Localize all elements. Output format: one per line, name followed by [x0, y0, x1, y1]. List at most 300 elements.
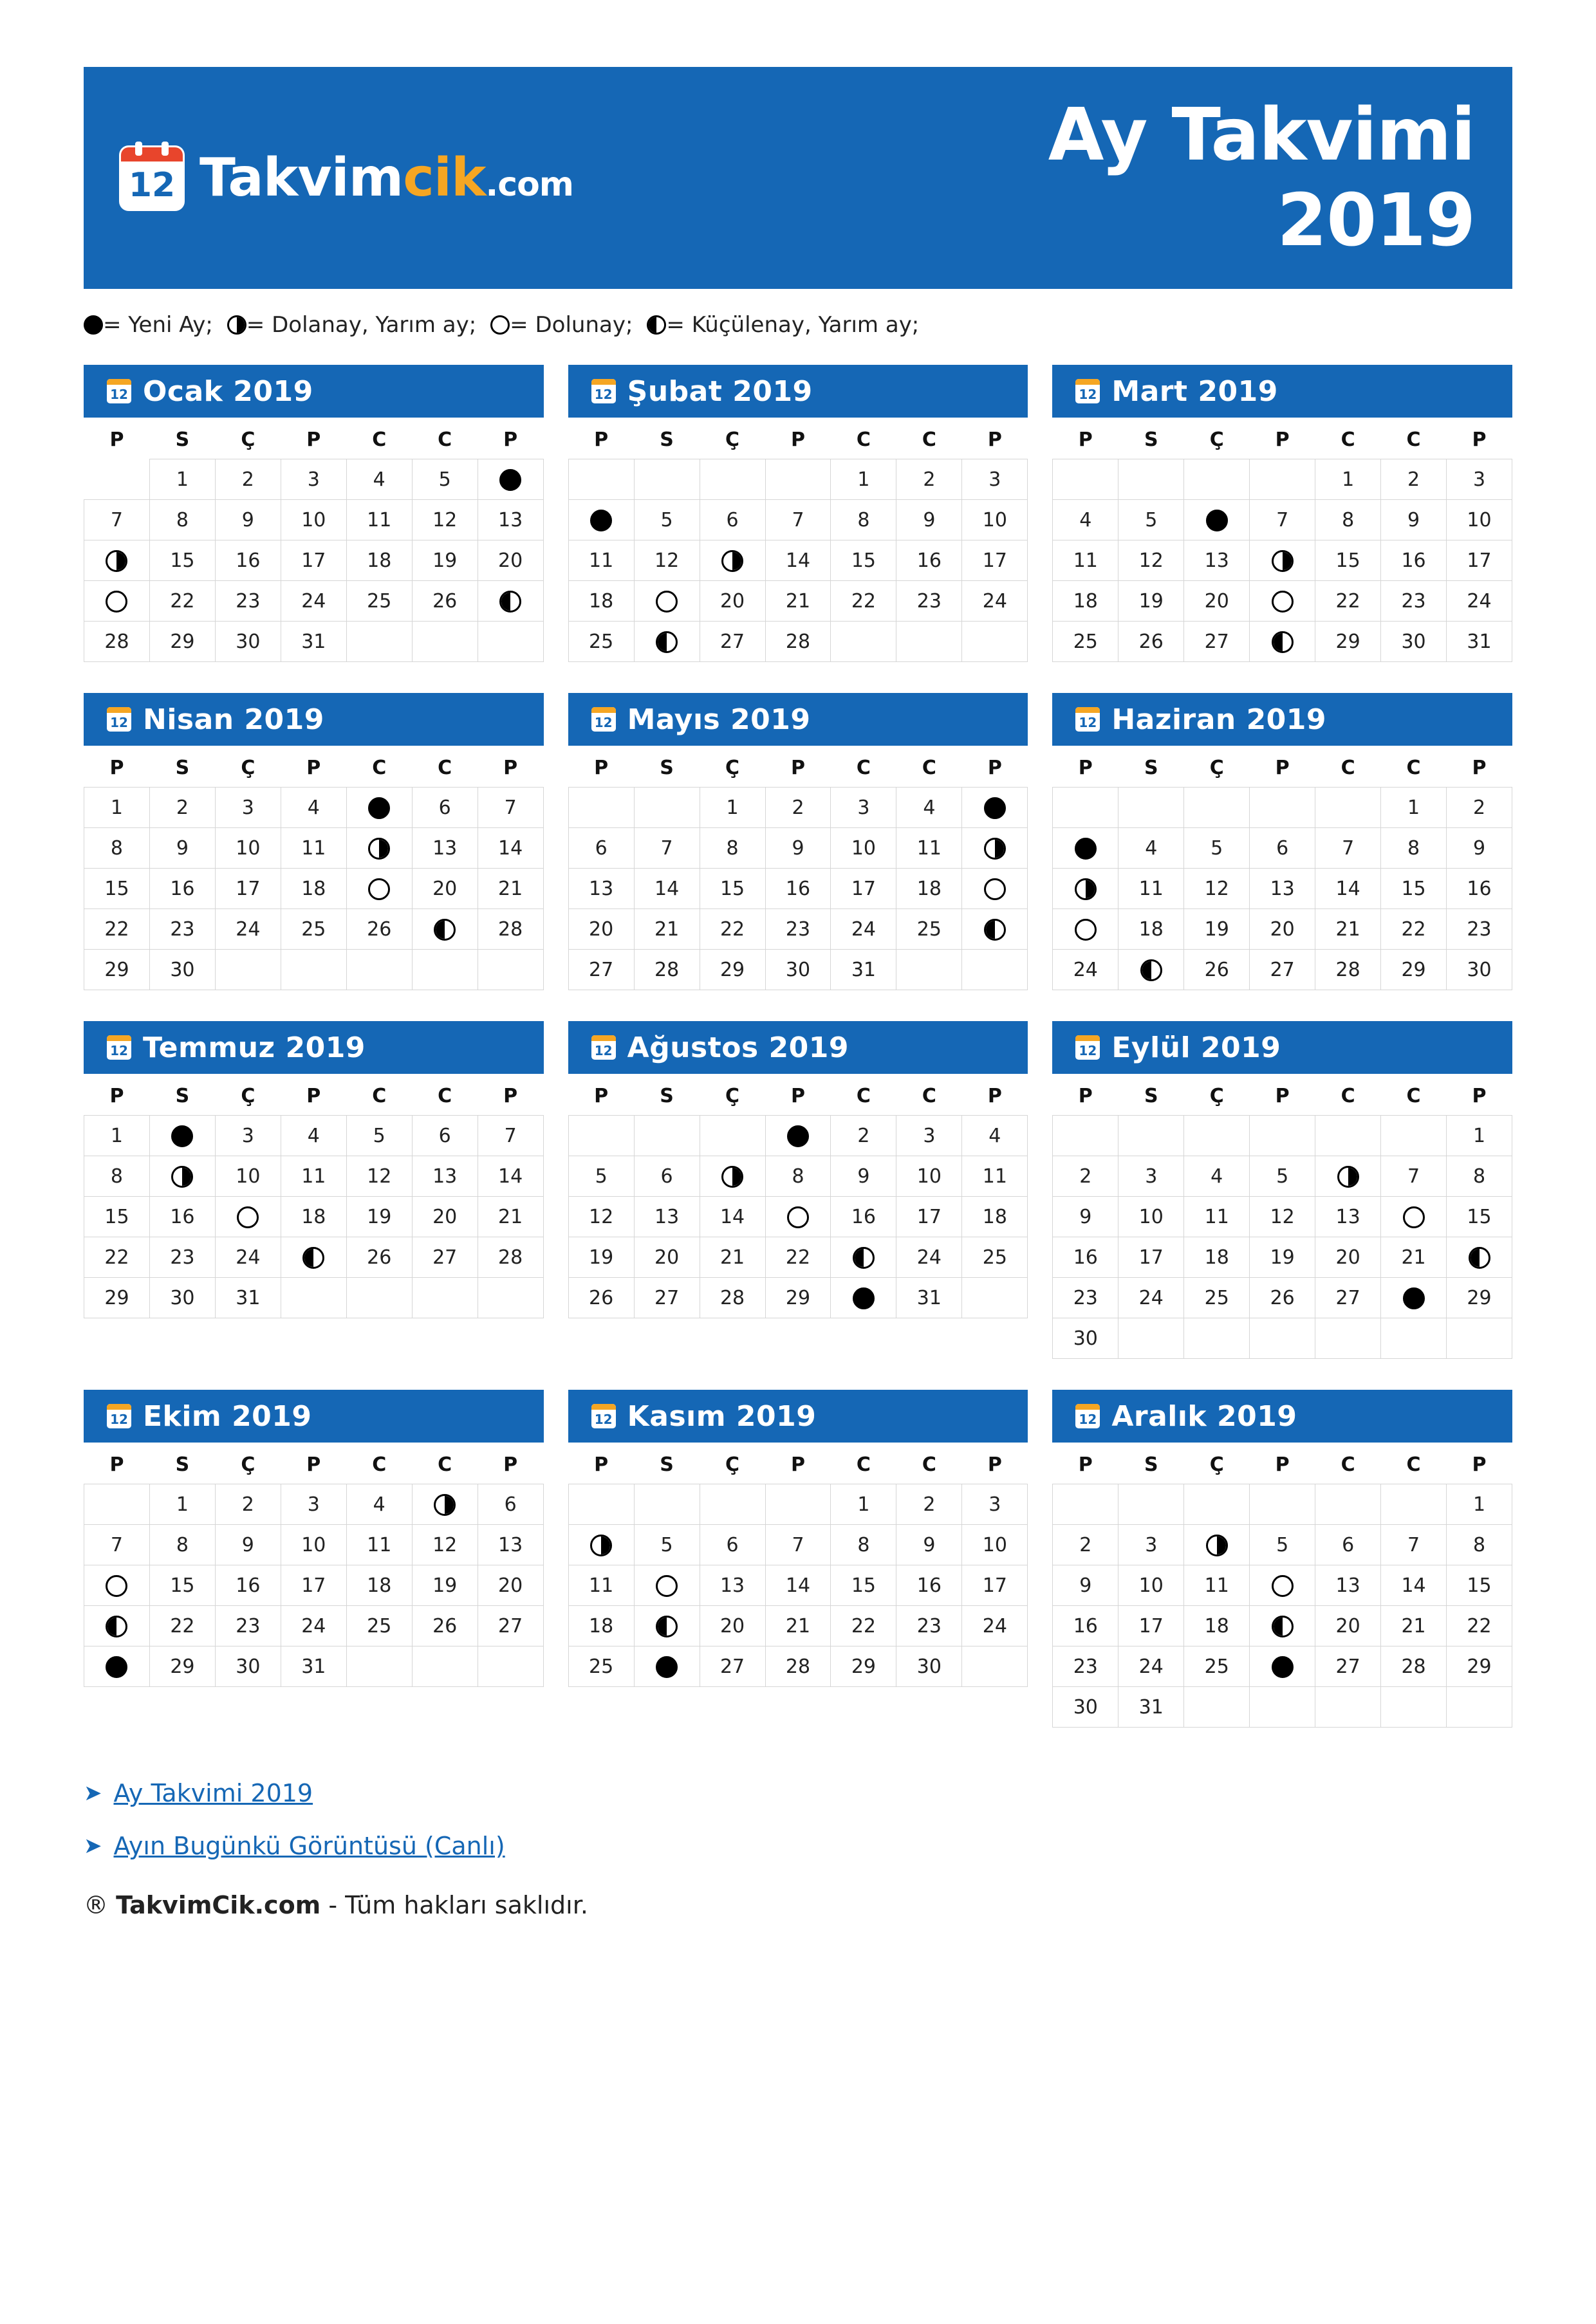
- day-cell-moon-phase[interactable]: [1184, 1525, 1250, 1565]
- day-cell[interactable]: 25: [1184, 1646, 1250, 1687]
- day-cell[interactable]: 14: [765, 1565, 831, 1606]
- day-cell[interactable]: 17: [281, 540, 346, 581]
- day-cell[interactable]: 7: [84, 500, 150, 540]
- day-cell[interactable]: 13: [700, 1565, 765, 1606]
- day-cell[interactable]: 11: [962, 1156, 1028, 1197]
- day-cell[interactable]: 1: [84, 1116, 150, 1156]
- day-cell[interactable]: 1: [831, 459, 896, 500]
- day-cell[interactable]: 24: [962, 1606, 1028, 1646]
- day-cell[interactable]: 13: [412, 1156, 478, 1197]
- day-cell-moon-phase[interactable]: [700, 540, 765, 581]
- day-cell[interactable]: 9: [149, 828, 215, 869]
- day-cell[interactable]: 20: [412, 1197, 478, 1237]
- day-cell-moon-phase[interactable]: [634, 581, 700, 622]
- day-cell[interactable]: 27: [568, 950, 634, 990]
- day-cell[interactable]: 8: [1315, 500, 1381, 540]
- day-cell[interactable]: 25: [346, 581, 412, 622]
- day-cell[interactable]: 28: [765, 622, 831, 662]
- day-cell[interactable]: 23: [896, 1606, 962, 1646]
- day-cell[interactable]: 11: [568, 540, 634, 581]
- day-cell[interactable]: 6: [700, 1525, 765, 1565]
- day-cell[interactable]: 23: [1381, 581, 1447, 622]
- day-cell[interactable]: 22: [700, 909, 765, 950]
- day-cell[interactable]: 29: [1447, 1278, 1512, 1318]
- day-cell[interactable]: 5: [412, 459, 478, 500]
- day-cell[interactable]: 15: [831, 1565, 896, 1606]
- day-cell-moon-phase[interactable]: [700, 1156, 765, 1197]
- day-cell[interactable]: 17: [896, 1197, 962, 1237]
- day-cell[interactable]: 1: [700, 788, 765, 828]
- day-cell[interactable]: 29: [1381, 950, 1447, 990]
- day-cell[interactable]: 2: [149, 788, 215, 828]
- day-cell-moon-phase[interactable]: [1184, 500, 1250, 540]
- day-cell[interactable]: 25: [568, 1646, 634, 1687]
- day-cell[interactable]: 28: [478, 909, 543, 950]
- day-cell[interactable]: 15: [700, 869, 765, 909]
- day-cell-moon-phase[interactable]: [568, 1525, 634, 1565]
- day-cell[interactable]: 26: [1184, 950, 1250, 990]
- day-cell[interactable]: 29: [765, 1278, 831, 1318]
- day-cell[interactable]: 3: [1118, 1156, 1184, 1197]
- day-cell-moon-phase[interactable]: [478, 459, 543, 500]
- day-cell[interactable]: 21: [700, 1237, 765, 1278]
- day-cell[interactable]: 2: [765, 788, 831, 828]
- day-cell[interactable]: 11: [568, 1565, 634, 1606]
- day-cell-moon-phase[interactable]: [1250, 622, 1315, 662]
- day-cell[interactable]: 28: [478, 1237, 543, 1278]
- day-cell[interactable]: 7: [84, 1525, 150, 1565]
- day-cell[interactable]: 20: [700, 1606, 765, 1646]
- day-cell[interactable]: 24: [1118, 1646, 1184, 1687]
- day-cell[interactable]: 23: [896, 581, 962, 622]
- day-cell[interactable]: 14: [478, 1156, 543, 1197]
- day-cell[interactable]: 28: [765, 1646, 831, 1687]
- day-cell[interactable]: 9: [765, 828, 831, 869]
- day-cell[interactable]: 9: [896, 500, 962, 540]
- day-cell[interactable]: 15: [149, 540, 215, 581]
- day-cell[interactable]: 16: [765, 869, 831, 909]
- day-cell[interactable]: 1: [831, 1484, 896, 1525]
- day-cell[interactable]: 7: [1315, 828, 1381, 869]
- day-cell[interactable]: 13: [1184, 540, 1250, 581]
- day-cell[interactable]: 28: [84, 622, 150, 662]
- day-cell[interactable]: 24: [831, 909, 896, 950]
- day-cell-moon-phase[interactable]: [1250, 1646, 1315, 1687]
- day-cell[interactable]: 6: [412, 1116, 478, 1156]
- day-cell[interactable]: 19: [412, 540, 478, 581]
- day-cell-moon-phase[interactable]: [568, 500, 634, 540]
- day-cell[interactable]: 15: [831, 540, 896, 581]
- day-cell[interactable]: 13: [478, 1525, 543, 1565]
- day-cell-moon-phase[interactable]: [346, 869, 412, 909]
- day-cell[interactable]: 16: [1447, 869, 1512, 909]
- day-cell[interactable]: 6: [478, 1484, 543, 1525]
- day-cell[interactable]: 3: [281, 459, 346, 500]
- day-cell[interactable]: 3: [215, 1116, 281, 1156]
- day-cell-moon-phase[interactable]: [84, 540, 150, 581]
- day-cell[interactable]: 26: [346, 909, 412, 950]
- day-cell[interactable]: 4: [346, 459, 412, 500]
- day-cell-moon-phase[interactable]: [765, 1197, 831, 1237]
- day-cell[interactable]: 9: [831, 1156, 896, 1197]
- day-cell[interactable]: 20: [1184, 581, 1250, 622]
- day-cell[interactable]: 4: [1184, 1156, 1250, 1197]
- day-cell[interactable]: 18: [1184, 1237, 1250, 1278]
- day-cell[interactable]: 11: [346, 500, 412, 540]
- day-cell[interactable]: 22: [831, 1606, 896, 1646]
- day-cell[interactable]: 21: [478, 1197, 543, 1237]
- day-cell[interactable]: 21: [1381, 1606, 1447, 1646]
- day-cell[interactable]: 5: [1250, 1525, 1315, 1565]
- day-cell[interactable]: 10: [215, 1156, 281, 1197]
- day-cell[interactable]: 23: [215, 581, 281, 622]
- day-cell[interactable]: 19: [412, 1565, 478, 1606]
- day-cell[interactable]: 24: [962, 581, 1028, 622]
- day-cell[interactable]: 19: [1184, 909, 1250, 950]
- day-cell[interactable]: 20: [568, 909, 634, 950]
- day-cell[interactable]: 15: [84, 869, 150, 909]
- day-cell[interactable]: 31: [281, 622, 346, 662]
- day-cell[interactable]: 4: [346, 1484, 412, 1525]
- day-cell[interactable]: 8: [831, 1525, 896, 1565]
- day-cell[interactable]: 29: [149, 1646, 215, 1687]
- day-cell[interactable]: 18: [1118, 909, 1184, 950]
- day-cell-moon-phase[interactable]: [962, 788, 1028, 828]
- day-cell[interactable]: 24: [281, 1606, 346, 1646]
- day-cell[interactable]: 17: [1118, 1237, 1184, 1278]
- day-cell-moon-phase[interactable]: [962, 828, 1028, 869]
- day-cell[interactable]: 26: [346, 1237, 412, 1278]
- day-cell[interactable]: 14: [700, 1197, 765, 1237]
- day-cell[interactable]: 20: [412, 869, 478, 909]
- day-cell[interactable]: 14: [634, 869, 700, 909]
- day-cell[interactable]: 1: [1381, 788, 1447, 828]
- day-cell[interactable]: 6: [568, 828, 634, 869]
- day-cell[interactable]: 24: [1447, 581, 1512, 622]
- day-cell-moon-phase[interactable]: [1381, 1278, 1447, 1318]
- day-cell[interactable]: 18: [281, 1197, 346, 1237]
- day-cell[interactable]: 10: [281, 1525, 346, 1565]
- day-cell[interactable]: 9: [1053, 1565, 1118, 1606]
- day-cell[interactable]: 18: [1053, 581, 1118, 622]
- related-link[interactable]: Ayın Bugünkü Görüntüsü (Canlı): [113, 1832, 505, 1860]
- day-cell[interactable]: 1: [1315, 459, 1381, 500]
- day-cell[interactable]: 6: [1250, 828, 1315, 869]
- day-cell[interactable]: 3: [215, 788, 281, 828]
- day-cell-moon-phase[interactable]: [1250, 581, 1315, 622]
- day-cell[interactable]: 14: [1381, 1565, 1447, 1606]
- day-cell-moon-phase[interactable]: [831, 1278, 896, 1318]
- day-cell[interactable]: 24: [215, 1237, 281, 1278]
- day-cell[interactable]: 1: [149, 1484, 215, 1525]
- day-cell[interactable]: 8: [149, 500, 215, 540]
- day-cell[interactable]: 7: [634, 828, 700, 869]
- day-cell-moon-phase[interactable]: [478, 581, 543, 622]
- day-cell[interactable]: 23: [215, 1606, 281, 1646]
- day-cell[interactable]: 6: [634, 1156, 700, 1197]
- day-cell[interactable]: 19: [568, 1237, 634, 1278]
- day-cell[interactable]: 13: [568, 869, 634, 909]
- day-cell[interactable]: 9: [215, 1525, 281, 1565]
- day-cell[interactable]: 20: [1250, 909, 1315, 950]
- day-cell-moon-phase[interactable]: [962, 869, 1028, 909]
- day-cell[interactable]: 21: [634, 909, 700, 950]
- day-cell[interactable]: 13: [634, 1197, 700, 1237]
- day-cell-moon-phase[interactable]: [346, 788, 412, 828]
- day-cell[interactable]: 13: [478, 500, 543, 540]
- day-cell-moon-phase[interactable]: [1118, 950, 1184, 990]
- day-cell-moon-phase[interactable]: [84, 1565, 150, 1606]
- day-cell[interactable]: 2: [1053, 1156, 1118, 1197]
- day-cell[interactable]: 26: [1118, 622, 1184, 662]
- day-cell-moon-phase[interactable]: [412, 909, 478, 950]
- day-cell[interactable]: 9: [896, 1525, 962, 1565]
- day-cell[interactable]: 30: [765, 950, 831, 990]
- day-cell[interactable]: 13: [412, 828, 478, 869]
- day-cell[interactable]: 2: [1447, 788, 1512, 828]
- day-cell[interactable]: 5: [634, 1525, 700, 1565]
- day-cell[interactable]: 15: [84, 1197, 150, 1237]
- day-cell[interactable]: 12: [634, 540, 700, 581]
- day-cell[interactable]: 7: [765, 500, 831, 540]
- day-cell-moon-phase[interactable]: [1315, 1156, 1381, 1197]
- day-cell[interactable]: 21: [1381, 1237, 1447, 1278]
- day-cell[interactable]: 24: [281, 581, 346, 622]
- day-cell[interactable]: 7: [765, 1525, 831, 1565]
- day-cell[interactable]: 8: [831, 500, 896, 540]
- day-cell[interactable]: 29: [1447, 1646, 1512, 1687]
- day-cell[interactable]: 27: [1184, 622, 1250, 662]
- day-cell[interactable]: 3: [1447, 459, 1512, 500]
- day-cell[interactable]: 25: [1053, 622, 1118, 662]
- day-cell-moon-phase[interactable]: [1447, 1237, 1512, 1278]
- day-cell[interactable]: 18: [346, 1565, 412, 1606]
- day-cell-moon-phase[interactable]: [1250, 1606, 1315, 1646]
- day-cell[interactable]: 12: [1250, 1197, 1315, 1237]
- day-cell[interactable]: 23: [765, 909, 831, 950]
- day-cell[interactable]: 29: [831, 1646, 896, 1687]
- day-cell[interactable]: 24: [1118, 1278, 1184, 1318]
- day-cell[interactable]: 5: [1250, 1156, 1315, 1197]
- day-cell[interactable]: 8: [765, 1156, 831, 1197]
- day-cell[interactable]: 8: [149, 1525, 215, 1565]
- day-cell[interactable]: 14: [1315, 869, 1381, 909]
- day-cell[interactable]: 16: [149, 1197, 215, 1237]
- day-cell[interactable]: 8: [1447, 1525, 1512, 1565]
- day-cell[interactable]: 22: [831, 581, 896, 622]
- day-cell[interactable]: 31: [215, 1278, 281, 1318]
- day-cell[interactable]: 5: [1118, 500, 1184, 540]
- day-cell[interactable]: 2: [215, 1484, 281, 1525]
- day-cell[interactable]: 27: [634, 1278, 700, 1318]
- day-cell[interactable]: 20: [700, 581, 765, 622]
- day-cell[interactable]: 10: [831, 828, 896, 869]
- day-cell[interactable]: 21: [765, 1606, 831, 1646]
- day-cell[interactable]: 17: [281, 1565, 346, 1606]
- day-cell[interactable]: 2: [1053, 1525, 1118, 1565]
- day-cell[interactable]: 17: [1447, 540, 1512, 581]
- day-cell-moon-phase[interactable]: [84, 1646, 150, 1687]
- day-cell[interactable]: 30: [215, 1646, 281, 1687]
- day-cell[interactable]: 14: [478, 828, 543, 869]
- day-cell[interactable]: 5: [568, 1156, 634, 1197]
- day-cell[interactable]: 17: [962, 540, 1028, 581]
- day-cell[interactable]: 7: [478, 1116, 543, 1156]
- day-cell[interactable]: 7: [1381, 1156, 1447, 1197]
- day-cell[interactable]: 29: [149, 622, 215, 662]
- day-cell[interactable]: 18: [281, 869, 346, 909]
- day-cell-moon-phase[interactable]: [149, 1116, 215, 1156]
- day-cell-moon-phase[interactable]: [149, 1156, 215, 1197]
- day-cell[interactable]: 30: [215, 622, 281, 662]
- day-cell[interactable]: 19: [346, 1197, 412, 1237]
- day-cell[interactable]: 19: [1118, 581, 1184, 622]
- day-cell[interactable]: 28: [700, 1278, 765, 1318]
- day-cell[interactable]: 7: [1381, 1525, 1447, 1565]
- day-cell[interactable]: 18: [568, 1606, 634, 1646]
- day-cell[interactable]: 30: [1381, 622, 1447, 662]
- day-cell-moon-phase[interactable]: [1250, 1565, 1315, 1606]
- day-cell[interactable]: 22: [1447, 1606, 1512, 1646]
- day-cell-moon-phase[interactable]: [1053, 909, 1118, 950]
- day-cell-moon-phase[interactable]: [84, 1606, 150, 1646]
- day-cell[interactable]: 17: [831, 869, 896, 909]
- day-cell-moon-phase[interactable]: [962, 909, 1028, 950]
- day-cell-moon-phase[interactable]: [1053, 869, 1118, 909]
- day-cell[interactable]: 17: [962, 1565, 1028, 1606]
- day-cell[interactable]: 5: [634, 500, 700, 540]
- day-cell[interactable]: 10: [962, 500, 1028, 540]
- day-cell[interactable]: 15: [1381, 869, 1447, 909]
- day-cell[interactable]: 22: [149, 1606, 215, 1646]
- day-cell[interactable]: 16: [1381, 540, 1447, 581]
- day-cell[interactable]: 3: [1118, 1525, 1184, 1565]
- day-cell[interactable]: 20: [1315, 1606, 1381, 1646]
- day-cell[interactable]: 4: [281, 788, 346, 828]
- day-cell-moon-phase[interactable]: [831, 1237, 896, 1278]
- day-cell-moon-phase[interactable]: [84, 581, 150, 622]
- day-cell[interactable]: 8: [700, 828, 765, 869]
- day-cell[interactable]: 25: [346, 1606, 412, 1646]
- day-cell[interactable]: 26: [1250, 1278, 1315, 1318]
- day-cell[interactable]: 7: [1250, 500, 1315, 540]
- day-cell[interactable]: 26: [412, 1606, 478, 1646]
- day-cell[interactable]: 11: [281, 1156, 346, 1197]
- day-cell[interactable]: 31: [281, 1646, 346, 1687]
- day-cell[interactable]: 17: [1118, 1606, 1184, 1646]
- day-cell-moon-phase[interactable]: [634, 622, 700, 662]
- day-cell[interactable]: 15: [1447, 1565, 1512, 1606]
- day-cell[interactable]: 18: [346, 540, 412, 581]
- day-cell[interactable]: 8: [84, 1156, 150, 1197]
- day-cell[interactable]: 31: [896, 1278, 962, 1318]
- day-cell[interactable]: 2: [896, 1484, 962, 1525]
- day-cell[interactable]: 27: [700, 1646, 765, 1687]
- day-cell[interactable]: 24: [215, 909, 281, 950]
- day-cell[interactable]: 4: [962, 1116, 1028, 1156]
- day-cell[interactable]: 24: [1053, 950, 1118, 990]
- day-cell-moon-phase[interactable]: [215, 1197, 281, 1237]
- day-cell[interactable]: 11: [346, 1525, 412, 1565]
- day-cell[interactable]: 27: [1250, 950, 1315, 990]
- day-cell[interactable]: 25: [962, 1237, 1028, 1278]
- day-cell[interactable]: 10: [281, 500, 346, 540]
- day-cell[interactable]: 30: [1447, 950, 1512, 990]
- day-cell[interactable]: 26: [568, 1278, 634, 1318]
- day-cell[interactable]: 13: [1315, 1197, 1381, 1237]
- day-cell[interactable]: 30: [149, 950, 215, 990]
- day-cell[interactable]: 10: [962, 1525, 1028, 1565]
- day-cell-moon-phase[interactable]: [1381, 1197, 1447, 1237]
- day-cell[interactable]: 12: [1184, 869, 1250, 909]
- day-cell[interactable]: 20: [478, 540, 543, 581]
- day-cell[interactable]: 12: [412, 500, 478, 540]
- day-cell[interactable]: 21: [765, 581, 831, 622]
- day-cell[interactable]: 6: [412, 788, 478, 828]
- day-cell[interactable]: 20: [478, 1565, 543, 1606]
- day-cell[interactable]: 4: [1053, 500, 1118, 540]
- day-cell[interactable]: 30: [896, 1646, 962, 1687]
- day-cell[interactable]: 14: [765, 540, 831, 581]
- day-cell[interactable]: 27: [700, 622, 765, 662]
- day-cell[interactable]: 25: [281, 909, 346, 950]
- day-cell[interactable]: 4: [896, 788, 962, 828]
- day-cell[interactable]: 17: [215, 869, 281, 909]
- day-cell[interactable]: 23: [1447, 909, 1512, 950]
- day-cell[interactable]: 21: [1315, 909, 1381, 950]
- day-cell[interactable]: 27: [1315, 1278, 1381, 1318]
- day-cell[interactable]: 11: [1184, 1197, 1250, 1237]
- day-cell[interactable]: 11: [1053, 540, 1118, 581]
- day-cell[interactable]: 20: [634, 1237, 700, 1278]
- day-cell-moon-phase[interactable]: [634, 1646, 700, 1687]
- day-cell-moon-phase[interactable]: [412, 1484, 478, 1525]
- day-cell[interactable]: 12: [568, 1197, 634, 1237]
- day-cell[interactable]: 22: [149, 581, 215, 622]
- day-cell[interactable]: 2: [1381, 459, 1447, 500]
- day-cell[interactable]: 11: [1118, 869, 1184, 909]
- day-cell[interactable]: 30: [149, 1278, 215, 1318]
- day-cell[interactable]: 26: [412, 581, 478, 622]
- day-cell[interactable]: 15: [1447, 1197, 1512, 1237]
- day-cell[interactable]: 27: [478, 1606, 543, 1646]
- day-cell[interactable]: 22: [1315, 581, 1381, 622]
- day-cell[interactable]: 10: [1118, 1565, 1184, 1606]
- day-cell[interactable]: 27: [412, 1237, 478, 1278]
- day-cell[interactable]: 5: [346, 1116, 412, 1156]
- day-cell[interactable]: 18: [568, 581, 634, 622]
- day-cell[interactable]: 5: [1184, 828, 1250, 869]
- day-cell[interactable]: 28: [1381, 1646, 1447, 1687]
- day-cell[interactable]: 3: [962, 459, 1028, 500]
- day-cell[interactable]: 16: [149, 869, 215, 909]
- day-cell[interactable]: 9: [1381, 500, 1447, 540]
- day-cell[interactable]: 29: [84, 950, 150, 990]
- day-cell[interactable]: 31: [1118, 1687, 1184, 1728]
- day-cell[interactable]: 2: [831, 1116, 896, 1156]
- day-cell[interactable]: 11: [281, 828, 346, 869]
- day-cell[interactable]: 3: [962, 1484, 1028, 1525]
- day-cell[interactable]: 29: [700, 950, 765, 990]
- day-cell[interactable]: 23: [1053, 1278, 1118, 1318]
- day-cell[interactable]: 18: [1184, 1606, 1250, 1646]
- day-cell[interactable]: 11: [1184, 1565, 1250, 1606]
- day-cell[interactable]: 12: [412, 1525, 478, 1565]
- day-cell[interactable]: 25: [1184, 1278, 1250, 1318]
- day-cell[interactable]: 15: [149, 1565, 215, 1606]
- day-cell[interactable]: 7: [478, 788, 543, 828]
- day-cell[interactable]: 9: [215, 500, 281, 540]
